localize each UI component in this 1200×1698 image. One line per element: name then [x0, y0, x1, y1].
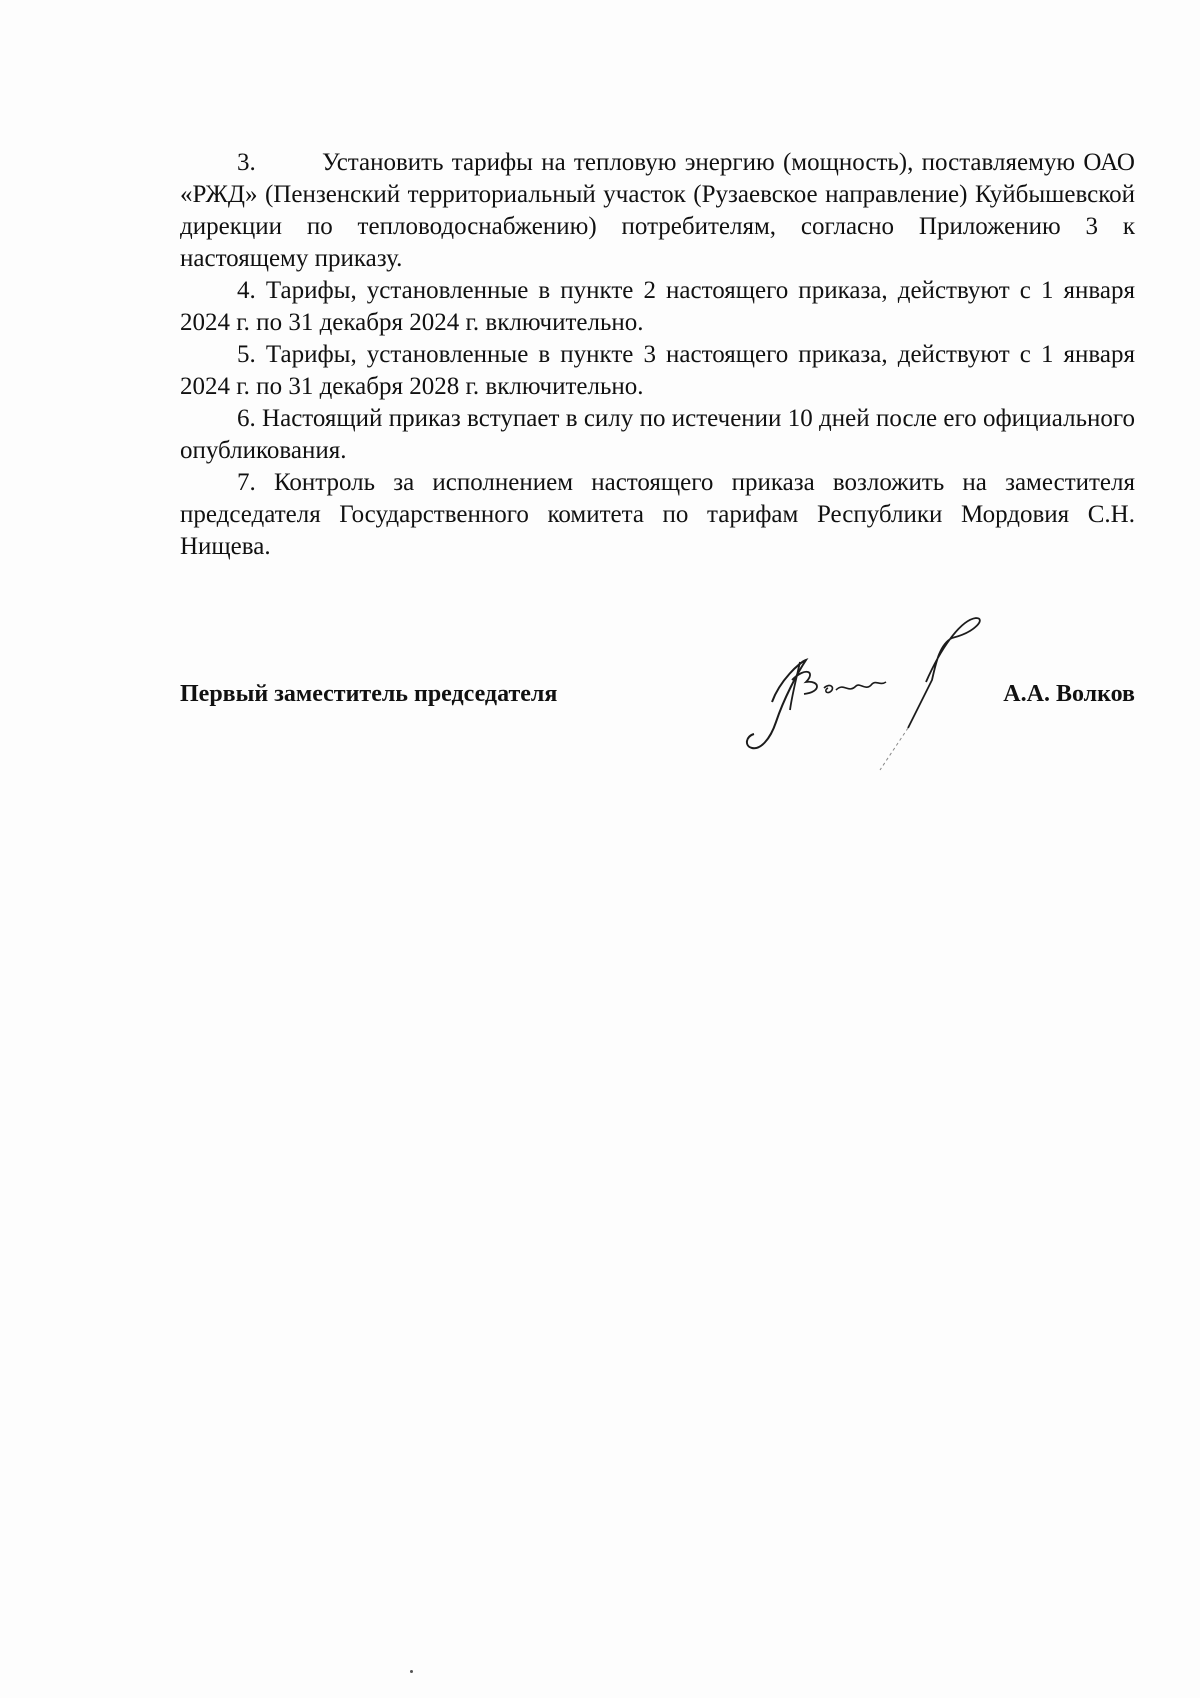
- paragraph-7: 7. Контроль за исполнением настоящего приказа возложить на заместителя председателя Государственного комитета по тарифам Республики Мордовия С.Н. Нищева.: [180, 469, 1135, 560]
- paragraph-3-number: 3.: [237, 149, 256, 176]
- document-body: [180, 147, 1135, 563]
- paragraph-5: 5. Тарифы, установленные в пункте 3 настоящего приказа, действуют с 1 января 2024 г. по 31 декабря 2028 г. включительно.: [180, 341, 1135, 400]
- signatory-name: А.А. Волков: [1003, 681, 1135, 707]
- paragraph-4: 4. Тарифы, установленные в пункте 2 настоящего приказа, действуют с 1 января 2024 г. по 31 декабря 2024 г. включительно.: [180, 277, 1135, 336]
- handwritten-signature-icon: [740, 610, 1070, 790]
- paragraph-6: 6. Настоящий приказ вступает в силу по истечении 10 дней после его официального опубликования.: [180, 405, 1135, 464]
- scan-speck: [410, 1670, 413, 1673]
- paragraph-3-text: Установить тарифы на тепловую энергию (мощность), поставляемую ОАО «РЖД» (Пензенский территориальный участок (Рузаевское направление) Куйбышевской дирекции по тепловодоснабжению) потребителям, согласно Приложению 3 к настоящему приказу.: [180, 149, 1135, 272]
- paragraph-3: [180, 147, 1135, 275]
- signatory-title: Первый заместитель председателя: [180, 681, 558, 707]
